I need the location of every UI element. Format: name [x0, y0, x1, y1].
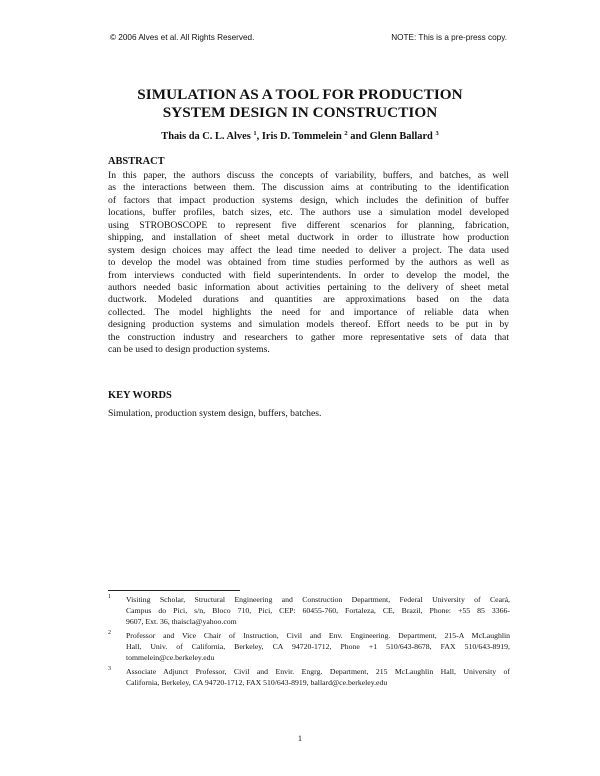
pre-press-note-header: NOTE: This is a pre-press copy. — [391, 33, 507, 42]
footnote-line: Associate Adjunct Professor, Civil and Envir. Engrg. Department, 215 McLaughlin Hall, University of — [126, 667, 510, 676]
abstract-line: of factors that impact production systems design, which includes the definition of buffer — [108, 194, 509, 206]
author-footnote-marker: 2 — [344, 130, 348, 137]
footnote — [108, 594, 510, 627]
footnotes — [108, 594, 510, 691]
abstract-line: ductwork. Modeled durations and quantities are approximations based on the data — [108, 294, 509, 306]
abstract-line: collected. The model highlights the need for and importance of reliable data when — [108, 306, 509, 318]
author-separator: , — [256, 131, 262, 142]
title-line: SIMULATION AS A TOOL FOR PRODUCTION — [137, 86, 463, 103]
author-name: Iris D. Tommelein — [261, 131, 342, 142]
author-footnote-marker: 1 — [253, 130, 257, 137]
footnote-line: Hall, Univ. of California, Berkeley, CA 94720-1712, Phone +1 510/643-8678, FAX 510/643-8919, — [126, 642, 510, 651]
abstract-line: designing production systems and simulation models thereof. Effort needs to be put in by — [108, 319, 509, 331]
author-name: Thais da C. L. Alves — [161, 131, 251, 142]
footnote-line: Visiting Scholar, Structural Engineering and Construction Department, Federal University of Ceará, — [126, 595, 510, 604]
keywords-heading: KEY WORDS — [108, 390, 172, 401]
abstract-line: as the interactions between them. The discussion aims at contributing to the identification — [108, 182, 509, 194]
abstract-line: In this paper, the authors discuss the concepts of variability, buffers, and batches, as well — [108, 170, 509, 181]
footnote-line: tommelein@ce.berkeley.edu — [126, 653, 215, 662]
abstract-line: using STROBOSCOPE to represent five different scenarios for planning, fabrication, — [108, 219, 509, 231]
footnote-number: 3 — [108, 666, 111, 672]
abstract-line: to develop the model was obtained from time studies performed by the authors as well as — [108, 257, 509, 269]
abstract-body — [108, 170, 509, 357]
abstract-line: the construction industry and researchers to gather more representative sets of data that — [108, 331, 509, 343]
abstract-line: from interviews conducted with field superintendents. In order to develop the model, the — [108, 269, 509, 281]
footnote-line: Professor and Vice Chair of Instruction, Civil and Env. Engineering. Department, 215-A McLaughlin — [126, 631, 510, 640]
author-separator: and — [347, 131, 370, 142]
footnote-number: 1 — [108, 594, 111, 600]
abstract-line: locations, buffer profiles, batch sizes, etc. The authors use a simulation model developed — [108, 207, 509, 219]
abstract-line: can be used to design production systems. — [108, 344, 270, 356]
abstract-line: system design choices may affect the lead time needed to deliver a project. The data used — [108, 244, 509, 256]
footnote — [108, 666, 510, 688]
copyright-header: © 2006 Alves et al. All Rights Reserved. — [110, 33, 255, 42]
abstract-line: shipping, and installation of sheet metal ductwork in order to illustrate how production — [108, 232, 509, 244]
abstract-line: authors needed basic information about activities pertaining to the delivery of sheet metal — [108, 281, 509, 293]
title-line: SYSTEM DESIGN IN CONSTRUCTION — [162, 104, 438, 121]
author-list — [100, 131, 500, 143]
footnote — [108, 630, 510, 663]
footnote-separator — [108, 590, 240, 591]
abstract-heading: ABSTRACT — [108, 156, 165, 167]
footnote-number: 2 — [108, 630, 111, 636]
paper-title — [100, 86, 500, 122]
keywords-text: Simulation, production system design, buffers, batches. — [108, 408, 322, 419]
author-name: Glenn Ballard — [369, 131, 433, 142]
footnote-line: California, Berkeley, CA 94720-1712, FAX 510/643-8919, ballard@ce.berkeley.edu — [126, 678, 388, 687]
footnote-line: Campus do Pici, s/n, Bloco 710, Pici, CEP: 60455-760, Fortaleza, CE, Brazil, Phone: +55 85 3366- — [126, 606, 510, 615]
author-footnote-marker: 3 — [435, 130, 439, 137]
page-number: 1 — [297, 734, 303, 743]
footnote-line: 9607, Ext. 36, thaiscla@yahoo.com — [126, 617, 237, 626]
